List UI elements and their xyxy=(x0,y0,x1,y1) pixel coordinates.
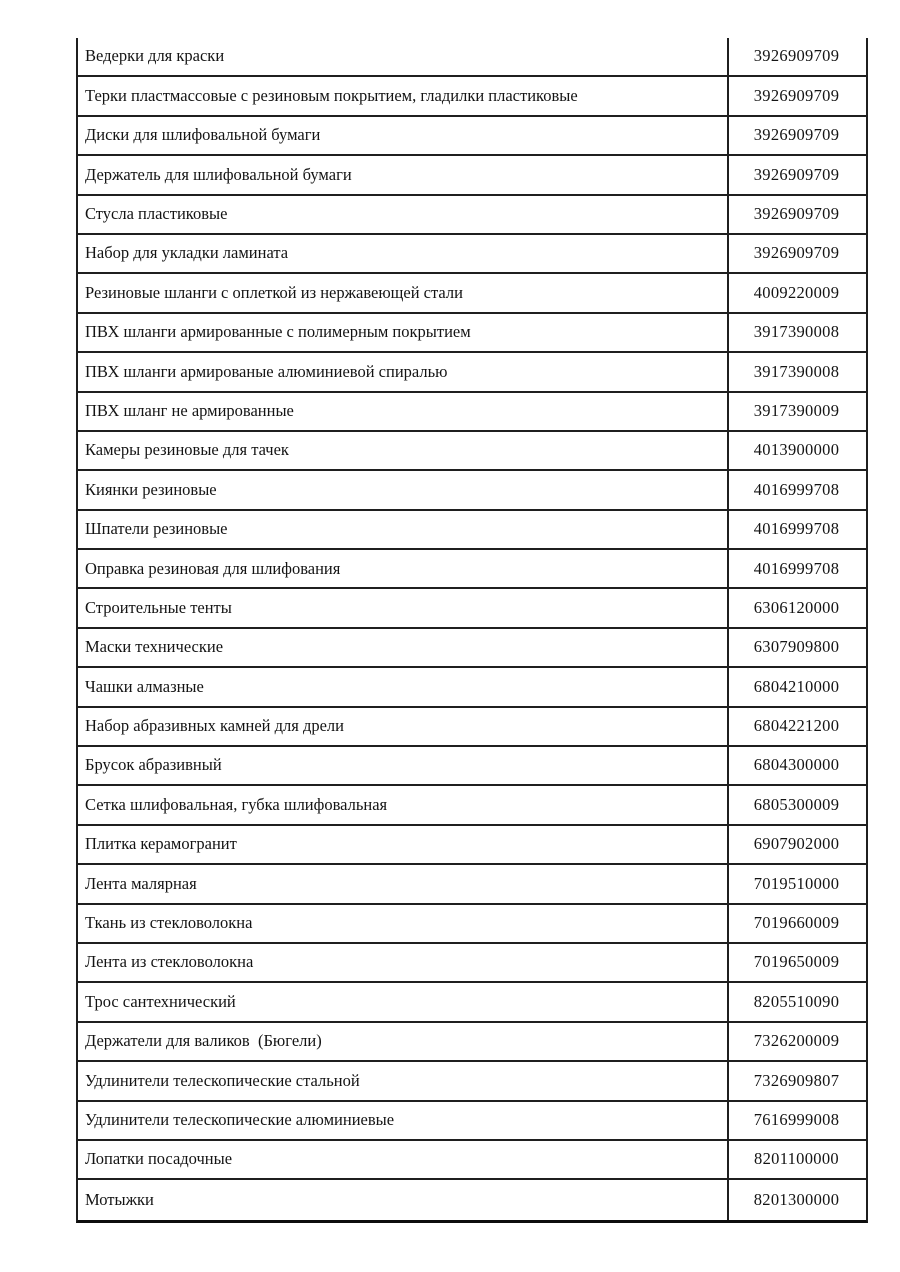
table-row xyxy=(78,747,866,786)
table-row xyxy=(78,393,866,432)
product-codes-table xyxy=(76,38,868,1223)
code-cell: 6307909800 xyxy=(753,637,840,657)
product-name-cell: Мотыжки xyxy=(78,1180,729,1219)
code-cell: 7019510000 xyxy=(753,873,840,893)
code-cell: 7616999008 xyxy=(753,1110,840,1129)
product-name-cell: Плитка керамогранит xyxy=(78,826,729,863)
product-name-cell: Удлинители телескопические стальной xyxy=(78,1062,729,1099)
product-name-cell: Держатель для шлифовальной бумаги xyxy=(78,156,729,193)
table-row xyxy=(78,629,866,668)
table-row xyxy=(78,471,866,510)
code-cell: 6804221200 xyxy=(753,716,840,736)
table-row xyxy=(78,156,866,195)
code-cell: 7019660009 xyxy=(753,913,840,933)
code-cell: 6804210000 xyxy=(753,676,840,696)
table-row xyxy=(78,196,866,235)
product-name-cell: Маски технические xyxy=(78,629,729,666)
table-row xyxy=(78,353,866,392)
table-row xyxy=(78,944,866,983)
table-row xyxy=(78,865,866,904)
code-cell: 4009220009 xyxy=(753,282,840,302)
product-name-cell: Набор для укладки ламината xyxy=(78,235,729,272)
product-name-cell: Трос сантехнический xyxy=(78,983,729,1020)
code-cell: 7326200009 xyxy=(753,1031,840,1051)
product-name-cell: Ведерки для краски xyxy=(78,38,729,75)
code-cell: 3917390008 xyxy=(753,322,840,342)
code-cell: 4016999708 xyxy=(753,558,840,578)
code-cell: 8205510090 xyxy=(753,991,840,1011)
code-cell: 3926909709 xyxy=(753,46,840,66)
product-name-cell: Сетка шлифовальная, губка шлифовальная xyxy=(78,786,729,823)
product-name-cell: Киянки резиновые xyxy=(78,471,729,508)
product-name-cell: Терки пластмассовые с резиновым покрытием, гладилки пластиковые xyxy=(78,77,729,114)
table-row xyxy=(78,511,866,550)
code-cell: 6804300000 xyxy=(753,755,840,775)
product-name-cell: Резиновые шланги с оплеткой из нержавеющей стали xyxy=(78,274,729,311)
product-name-cell: ПВХ шланг не армированные xyxy=(78,393,729,430)
table-row xyxy=(78,235,866,274)
table-row xyxy=(78,38,866,77)
table-row xyxy=(78,117,866,156)
code-cell: 7019650009 xyxy=(753,952,840,972)
table-row xyxy=(78,550,866,589)
table-row xyxy=(78,274,866,313)
product-name-cell: Ткань из стекловолокна xyxy=(78,905,729,942)
code-cell: 6907902000 xyxy=(753,834,840,854)
product-name-cell: Диски для шлифовальной бумаги xyxy=(78,117,729,154)
product-name-cell: Брусок абразивный xyxy=(78,747,729,784)
product-name-cell: ПВХ шланги армированые алюминиевой спиралью xyxy=(78,353,729,390)
product-name-cell: Строительные тенты xyxy=(78,589,729,626)
code-cell: 6306120000 xyxy=(753,597,840,617)
code-cell: 3926909709 xyxy=(753,85,840,105)
product-name-cell: Камеры резиновые для тачек xyxy=(78,432,729,469)
product-name-cell: Набор абразивных камней для дрели xyxy=(78,708,729,745)
product-name-cell: Шпатели резиновые xyxy=(78,511,729,548)
table-row xyxy=(78,1062,866,1101)
code-cell: 3917390009 xyxy=(753,400,840,420)
code-cell: 3926909709 xyxy=(753,125,840,145)
product-name-cell: Удлинители телескопические алюминиевые xyxy=(78,1102,729,1139)
code-cell: 4016999708 xyxy=(753,519,840,539)
code-cell: 4016999708 xyxy=(753,479,840,499)
table-row xyxy=(78,1141,866,1180)
product-name-cell: Оправка резиновая для шлифования xyxy=(78,550,729,587)
code-cell: 3926909709 xyxy=(753,243,840,263)
table-row xyxy=(78,786,866,825)
table-row xyxy=(78,77,866,116)
code-cell: 8201100000 xyxy=(754,1149,839,1169)
code-cell: 7326909807 xyxy=(753,1070,840,1090)
product-name-cell: Стусла пластиковые xyxy=(78,196,729,233)
code-cell: 3926909709 xyxy=(753,204,840,224)
product-name-cell: Лопатки посадочные xyxy=(78,1141,729,1178)
table-row xyxy=(78,589,866,628)
table-row xyxy=(78,708,866,747)
product-name-cell: Лента малярная xyxy=(78,865,729,902)
table-row xyxy=(78,668,866,707)
product-name-cell: Чашки алмазные xyxy=(78,668,729,705)
table-row xyxy=(78,905,866,944)
product-name-cell: Лента из стекловолокна xyxy=(78,944,729,981)
code-cell: 4013900000 xyxy=(753,440,840,460)
table-row xyxy=(78,432,866,471)
code-cell: 3926909709 xyxy=(753,164,840,184)
table-row xyxy=(78,1023,866,1062)
product-name-cell: Держатели для валиков (Бюгели) xyxy=(78,1023,729,1060)
table-row xyxy=(78,1180,866,1219)
code-cell: 8201300000 xyxy=(753,1189,840,1209)
table-row xyxy=(78,983,866,1022)
table-row xyxy=(78,1102,866,1141)
code-cell: 3917390008 xyxy=(753,361,840,381)
table-row xyxy=(78,314,866,353)
product-name-cell: ПВХ шланги армированные с полимерным покрытием xyxy=(78,314,729,351)
code-cell: 6805300009 xyxy=(753,794,840,814)
table-row xyxy=(78,826,866,865)
